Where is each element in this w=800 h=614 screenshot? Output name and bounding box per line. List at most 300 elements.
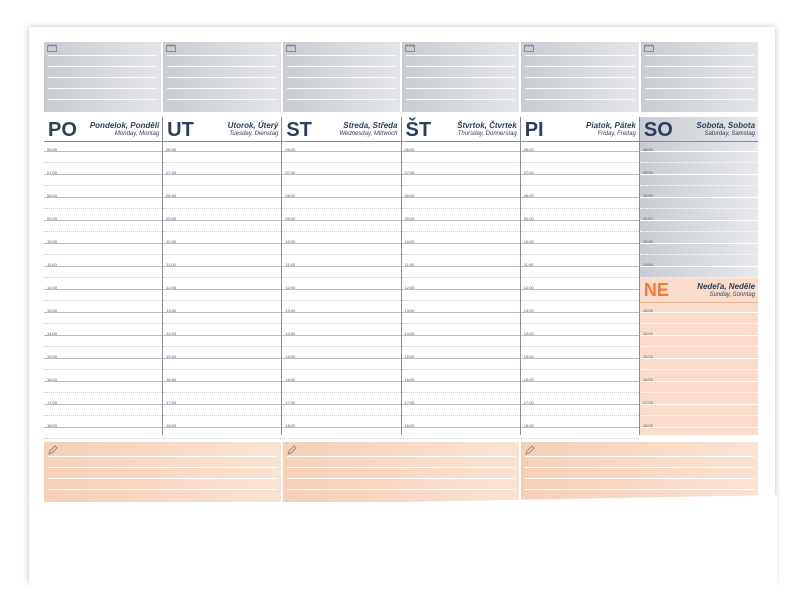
hour-line — [402, 174, 520, 175]
hour-line — [44, 358, 162, 359]
time-label: 18:00 — [285, 423, 296, 428]
time-label: 10:00 — [404, 239, 415, 244]
note-line — [48, 99, 157, 100]
time-label: 14:00 — [47, 331, 58, 336]
time-label: 17:00 — [47, 400, 58, 405]
time-label: 08:00 — [166, 193, 177, 198]
time-label: 12:00 — [404, 285, 415, 290]
half-hour-line — [282, 254, 400, 255]
half-hour-line — [640, 208, 758, 209]
hour-line — [521, 381, 639, 382]
day-header — [640, 117, 758, 142]
bottom-notes-strip — [44, 442, 758, 502]
half-hour-line — [163, 208, 281, 209]
bottom-note-column[interactable] — [283, 442, 522, 502]
hour-line — [521, 220, 639, 221]
note-line — [525, 77, 634, 78]
time-label: 18:00 — [642, 423, 653, 428]
day-abbr: PO — [48, 119, 77, 141]
hour-line — [402, 151, 520, 152]
note-line — [287, 77, 396, 78]
time-label: 12:00 — [47, 285, 58, 290]
half-hour-line — [282, 231, 400, 232]
half-hour-line — [640, 438, 758, 439]
half-hour-line — [402, 415, 520, 416]
note-line — [48, 55, 157, 56]
notepad-icon — [405, 44, 415, 52]
time-label: 14:00 — [642, 331, 653, 336]
day-column[interactable] — [521, 117, 640, 435]
hour-line — [521, 243, 639, 244]
half-hour-line — [163, 438, 281, 439]
day-abbr: PI — [524, 119, 544, 141]
note-line — [525, 55, 634, 56]
half-hour-line — [44, 231, 162, 232]
day-name-foreign: Tuesday, Dienstag — [229, 131, 279, 137]
hour-line — [163, 427, 281, 428]
notepad-icon — [166, 44, 176, 52]
hour-line — [640, 197, 758, 198]
note-line — [645, 66, 754, 67]
note-line — [525, 66, 634, 67]
half-hour-line — [163, 277, 281, 278]
half-hour-line — [163, 185, 281, 186]
time-label: 15:00 — [166, 354, 177, 359]
hour-line — [163, 381, 281, 382]
day-abbr: NE — [643, 280, 669, 300]
hour-line — [44, 404, 162, 405]
note-line — [525, 99, 634, 100]
week-grid — [44, 117, 758, 435]
hour-line — [402, 243, 520, 244]
hour-line — [282, 381, 400, 382]
half-hour-line — [402, 277, 520, 278]
time-label: 14:00 — [285, 331, 296, 336]
time-label: 15:00 — [642, 354, 653, 359]
half-hour-line — [402, 438, 520, 439]
half-hour-line — [282, 415, 400, 416]
hour-line — [282, 404, 400, 405]
half-hour-line — [402, 208, 520, 209]
hour-line — [521, 312, 639, 313]
half-hour-line — [282, 277, 400, 278]
day-name-foreign: Saturday, Samstag — [704, 131, 756, 137]
time-label: 18:00 — [404, 423, 415, 428]
note-line — [287, 88, 396, 89]
half-hour-line — [44, 208, 162, 209]
pencil-icon — [48, 445, 58, 455]
half-hour-line — [521, 300, 639, 301]
note-line — [167, 88, 276, 89]
half-hour-line — [163, 323, 281, 324]
time-label: 15:00 — [404, 354, 415, 359]
hour-line — [282, 312, 400, 313]
half-hour-line — [402, 392, 520, 393]
day-name: Štvrtok, Čtvrtek — [457, 121, 517, 130]
hour-line — [521, 335, 639, 336]
half-hour-line — [163, 392, 281, 393]
hour-line — [44, 197, 162, 198]
time-label: 12:00 — [285, 285, 296, 290]
hour-line — [44, 174, 162, 175]
hour-line — [640, 427, 758, 428]
note-line — [48, 467, 277, 468]
hour-line — [402, 197, 520, 198]
hour-line — [163, 243, 281, 244]
half-hour-line — [163, 231, 281, 232]
half-hour-line — [640, 415, 758, 416]
hour-line — [44, 151, 162, 152]
top-note-column[interactable] — [641, 42, 758, 112]
day-abbr: UT — [167, 119, 194, 141]
hour-line — [521, 289, 639, 290]
note-line — [525, 88, 634, 89]
top-note-column[interactable] — [44, 42, 163, 112]
day-header — [163, 117, 281, 142]
note-line — [406, 77, 515, 78]
hour-line — [402, 220, 520, 221]
hour-line — [44, 266, 162, 267]
note-line — [406, 99, 515, 100]
half-hour-line — [521, 162, 639, 163]
time-label: 11:00 — [523, 262, 534, 267]
hour-line — [521, 151, 639, 152]
time-label: 13:00 — [523, 308, 534, 313]
time-label: 09:00 — [285, 216, 296, 221]
hour-line — [282, 197, 400, 198]
note-line — [525, 467, 754, 468]
time-label: 16:00 — [404, 377, 415, 382]
note-line — [167, 55, 276, 56]
time-label: 17:00 — [642, 400, 653, 405]
hour-line — [163, 220, 281, 221]
day-name-foreign: Wednesday, Mittwoch — [339, 131, 398, 137]
time-label: 16:00 — [285, 377, 296, 382]
hour-line — [282, 266, 400, 267]
hour-line — [402, 266, 520, 267]
hour-line — [282, 220, 400, 221]
time-label: 09:00 — [47, 216, 58, 221]
half-hour-line — [521, 369, 639, 370]
note-line — [287, 467, 516, 468]
half-hour-line — [282, 185, 400, 186]
note-line — [525, 478, 754, 479]
half-hour-line — [521, 185, 639, 186]
hour-line — [163, 312, 281, 313]
half-hour-line — [44, 277, 162, 278]
half-hour-line — [282, 369, 400, 370]
hour-line — [640, 243, 758, 244]
hour-line — [282, 358, 400, 359]
time-label: 14:00 — [404, 331, 415, 336]
half-hour-line — [282, 323, 400, 324]
hour-line — [163, 197, 281, 198]
hour-line — [640, 381, 758, 382]
hour-line — [44, 381, 162, 382]
time-label: 18:00 — [523, 423, 534, 428]
time-label: 15:00 — [285, 354, 296, 359]
hour-line — [521, 427, 639, 428]
note-line — [287, 55, 396, 56]
day-header — [402, 117, 520, 142]
pencil-icon — [525, 445, 535, 455]
hour-line — [163, 358, 281, 359]
hour-line — [282, 174, 400, 175]
half-hour-line — [44, 346, 162, 347]
time-label: 16:00 — [47, 377, 58, 382]
half-hour-line — [282, 392, 400, 393]
hour-line — [402, 312, 520, 313]
day-name: Utorok, Úterý — [227, 121, 279, 130]
half-hour-line — [163, 415, 281, 416]
hour-line — [282, 335, 400, 336]
hour-line — [163, 404, 281, 405]
notepad-icon — [524, 44, 534, 52]
pocket-flap — [31, 495, 777, 590]
note-line — [167, 77, 276, 78]
hour-line — [44, 312, 162, 313]
time-label: 10:00 — [523, 239, 534, 244]
day-header — [521, 117, 639, 142]
half-hour-line — [640, 346, 758, 347]
top-note-column[interactable] — [402, 42, 521, 112]
half-hour-line — [402, 162, 520, 163]
top-note-column[interactable] — [163, 42, 282, 112]
hour-line — [282, 427, 400, 428]
hour-line — [402, 289, 520, 290]
half-hour-line — [640, 162, 758, 163]
note-line — [406, 55, 515, 56]
day-name-foreign: Monday, Montag — [114, 131, 160, 137]
hour-line — [402, 381, 520, 382]
hour-line — [282, 243, 400, 244]
half-hour-line — [521, 392, 639, 393]
time-label: 08:00 — [523, 193, 534, 198]
time-label: 13:00 — [166, 308, 177, 313]
time-label: 12:00 — [523, 285, 534, 290]
hour-line — [640, 174, 758, 175]
day-name: Piatok, Pátek — [586, 121, 636, 130]
bottom-note-column[interactable] — [44, 442, 283, 502]
hour-line — [640, 312, 758, 313]
hour-line — [44, 289, 162, 290]
half-hour-line — [521, 277, 639, 278]
hour-line — [402, 358, 520, 359]
hour-line — [640, 404, 758, 405]
bottom-note-column[interactable] — [521, 442, 758, 502]
time-label: 09:00 — [523, 216, 534, 221]
note-line — [645, 88, 754, 89]
half-hour-line — [282, 162, 400, 163]
note-line — [645, 55, 754, 56]
time-label: 18:00 — [47, 423, 58, 428]
time-label: 08:00 — [47, 193, 58, 198]
time-label: 07:00 — [47, 170, 58, 175]
time-label: 13:00 — [285, 308, 296, 313]
half-hour-line — [402, 231, 520, 232]
half-hour-line — [402, 323, 520, 324]
time-label: 08:00 — [285, 193, 296, 198]
time-label: 11:00 — [47, 262, 57, 267]
note-line — [287, 489, 516, 490]
time-label: 07:00 — [166, 170, 177, 175]
time-label: 06:00 — [166, 147, 177, 152]
half-hour-line — [521, 208, 639, 209]
time-label: 13:00 — [642, 308, 653, 313]
half-hour-line — [44, 300, 162, 301]
half-hour-line — [282, 438, 400, 439]
half-hour-line — [44, 369, 162, 370]
time-label: 09:00 — [166, 216, 177, 221]
half-hour-line — [640, 185, 758, 186]
day-header — [282, 117, 400, 142]
time-label: 16:00 — [166, 377, 177, 382]
hour-line — [402, 427, 520, 428]
day-name-foreign: Thursday, Donnerstag — [457, 131, 517, 137]
half-hour-line — [640, 392, 758, 393]
half-hour-line — [402, 254, 520, 255]
note-line — [48, 66, 157, 67]
half-hour-line — [282, 346, 400, 347]
note-line — [406, 88, 515, 89]
half-hour-line — [521, 438, 639, 439]
half-hour-line — [163, 369, 281, 370]
notepad-icon — [47, 44, 57, 52]
time-label: 12:00 — [642, 239, 653, 244]
hour-line — [163, 335, 281, 336]
hour-line — [521, 404, 639, 405]
time-label: 08:00 — [404, 193, 415, 198]
note-line — [48, 88, 157, 89]
day-name: Sobota, Sobota — [696, 121, 756, 130]
top-note-column[interactable] — [521, 42, 640, 112]
half-hour-line — [640, 323, 758, 324]
time-label: 13:00 — [47, 308, 58, 313]
note-line — [48, 478, 277, 479]
half-hour-line — [402, 300, 520, 301]
day-column[interactable] — [402, 117, 521, 435]
note-line — [645, 99, 754, 100]
note-line — [287, 66, 396, 67]
note-line — [645, 77, 754, 78]
note-line — [48, 489, 277, 490]
time-label: 16:00 — [642, 377, 653, 382]
half-hour-line — [163, 254, 281, 255]
time-label: 17:00 — [285, 400, 296, 405]
day-column[interactable] — [163, 117, 282, 435]
hour-line — [44, 335, 162, 336]
hour-line — [640, 151, 758, 152]
day-abbr: SO — [643, 119, 673, 141]
half-hour-line — [44, 162, 162, 163]
half-hour-line — [402, 369, 520, 370]
hour-line — [163, 151, 281, 152]
hour-line — [44, 220, 162, 221]
day-column[interactable] — [282, 117, 401, 435]
time-label: 11:00 — [642, 216, 653, 221]
time-label: 06:00 — [47, 147, 58, 152]
hour-line — [521, 266, 639, 267]
half-hour-line — [402, 346, 520, 347]
hour-line — [163, 266, 281, 267]
hour-line — [282, 289, 400, 290]
note-line — [48, 456, 277, 457]
hour-line — [402, 335, 520, 336]
time-label: 08:00 — [642, 147, 653, 152]
hour-line — [402, 404, 520, 405]
half-hour-line — [402, 185, 520, 186]
note-line — [406, 66, 515, 67]
half-hour-line — [44, 254, 162, 255]
time-label: 10:00 — [642, 193, 653, 198]
time-label: 16:00 — [523, 377, 534, 382]
half-hour-line — [640, 369, 758, 370]
hour-line — [521, 174, 639, 175]
hour-line — [163, 174, 281, 175]
time-label: 10:00 — [47, 239, 58, 244]
half-hour-line — [282, 208, 400, 209]
hour-line — [163, 289, 281, 290]
day-name: Pondelok, Pondělí — [89, 121, 160, 130]
hour-line — [640, 358, 758, 359]
day-header — [44, 117, 162, 142]
day-column[interactable] — [44, 117, 163, 435]
hour-line — [44, 427, 162, 428]
notepad-icon — [644, 44, 654, 52]
notepad-icon — [286, 44, 296, 52]
sunday-header — [640, 278, 758, 303]
half-hour-line — [282, 300, 400, 301]
half-hour-line — [640, 231, 758, 232]
note-line — [167, 66, 276, 67]
time-label: 07:00 — [404, 170, 415, 175]
time-label: 11:00 — [404, 262, 415, 267]
note-line — [48, 77, 157, 78]
half-hour-line — [44, 392, 162, 393]
top-note-column[interactable] — [283, 42, 402, 112]
half-hour-line — [44, 323, 162, 324]
time-label: 14:00 — [166, 331, 177, 336]
time-label: 06:00 — [523, 147, 534, 152]
time-label: 06:00 — [404, 147, 415, 152]
day-column[interactable] — [640, 117, 758, 435]
day-name-foreign: Sunday, Sonntag — [709, 292, 756, 298]
hour-line — [44, 243, 162, 244]
time-label: 17:00 — [523, 400, 534, 405]
note-line — [525, 456, 754, 457]
pencil-icon — [287, 445, 297, 455]
time-label: 15:00 — [523, 354, 534, 359]
half-hour-line — [521, 231, 639, 232]
hour-line — [640, 335, 758, 336]
note-line — [287, 456, 516, 457]
hour-line — [521, 358, 639, 359]
day-abbr: ŠT — [405, 119, 432, 141]
half-hour-line — [44, 415, 162, 416]
half-hour-line — [521, 346, 639, 347]
time-label: 07:00 — [523, 170, 534, 175]
day-name: Nedeľa, Neděle — [697, 282, 756, 291]
hour-line — [640, 266, 758, 267]
time-label: 10:00 — [166, 239, 177, 244]
time-label: 14:00 — [523, 331, 534, 336]
time-label: 07:00 — [285, 170, 296, 175]
time-label: 18:00 — [166, 423, 177, 428]
time-label: 06:00 — [285, 147, 296, 152]
half-hour-line — [640, 254, 758, 255]
half-hour-line — [521, 323, 639, 324]
note-line — [167, 99, 276, 100]
